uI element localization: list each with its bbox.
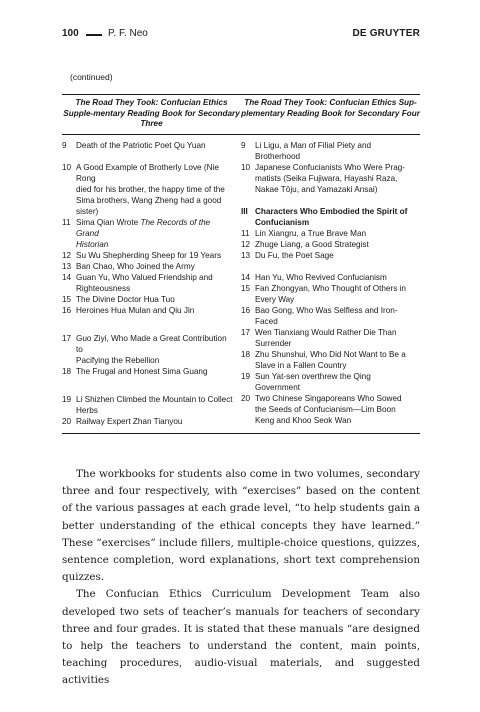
- item-number: 12: [62, 250, 72, 260]
- item-title: A Good Example of Brotherly Love (Nie Rong died for his brother, the happy time of the Sima brothers, Wang Zheng had a good sister): [76, 162, 225, 216]
- body-paragraph: The workbooks for students also come in two volumes, secondary three and four respectively, with “exercises” based on the content of the various passages at each grade level, “to help students gain a better understanding of the ethical concepts they have learned.” These “exercises” include fillers, multiple-choice questions, quizzes, sentence completion, word explanations, short text comprehension quizzes.: [62, 468, 420, 584]
- item-number: 13: [241, 250, 251, 260]
- item-title: Railway Expert Zhan Tianyou: [76, 416, 183, 426]
- table-row: [241, 393, 420, 426]
- item-title: Two Chinese Singaporeans Who Sowed the Seeds of Confucianism—Lim Boon Keng and Khoo Seok Wan: [255, 393, 402, 425]
- item-number: 20: [62, 416, 72, 426]
- item-title: Wen Tianxiang Would Rather Die Than Surrender: [255, 327, 397, 348]
- table-row: [62, 394, 235, 416]
- item-title: Ban Chao, Who Joined the Army: [76, 261, 195, 271]
- item-title: The Divine Doctor Hua Tuo: [76, 294, 175, 304]
- item-title: Su Wu Shepherding Sheep for 19 Years: [76, 250, 222, 260]
- table-row: [62, 305, 235, 316]
- secondary-three-column: [62, 140, 241, 427]
- running-author: P. F. Neo: [108, 28, 148, 39]
- table-row: [62, 333, 235, 366]
- item-title: Fan Zhongyan, Who Thought of Others in Every Way: [255, 283, 406, 304]
- body-paragraph: The Confucian Ethics Curriculum Development Team also developed two sets of teacher’s manuals for teachers of secondary three and four grades. It is stated that these manuals “are designed to help the teachers to understand the content, main points, teaching procedures, audio-visual materials, and suggested activities: [62, 588, 420, 687]
- table-row: [241, 228, 420, 239]
- item-title: Zhu Shunshui, Who Did Not Want to Be a Slave in a Fallen Country: [255, 349, 406, 370]
- item-title: Du Fu, the Poet Sage: [255, 250, 334, 260]
- item-title: Lin Xiangru, a True Brave Man: [255, 228, 367, 238]
- table-row: [62, 294, 235, 305]
- running-header: [62, 28, 420, 44]
- continued-label: (continued): [70, 72, 113, 82]
- item-number: III: [241, 206, 248, 216]
- item-title: Japanese Confucianists Who Were Prag- matists (Seika Fujiwara, Hayashi Raza, Nakae Tōju, and Yamazaki Ansai): [255, 162, 406, 194]
- table-row: [241, 305, 420, 327]
- item-title: Zhuge Liang, a Good Strategist: [255, 239, 369, 249]
- item-title: The Frugal and Honest Sima Guang: [76, 366, 208, 376]
- item-number: 10: [241, 162, 251, 172]
- item-title: Guan Yu, Who Valued Friendship and Righteousness: [76, 272, 213, 293]
- item-number: 9: [62, 140, 67, 150]
- item-number: 13: [62, 261, 72, 271]
- table-row: [241, 140, 420, 162]
- table-body: [62, 135, 420, 433]
- item-number: 19: [62, 394, 72, 404]
- item-title: Heroines Hua Mulan and Qiu Jin: [76, 305, 195, 315]
- item-number: 12: [241, 239, 251, 249]
- secondary-four-column: [241, 140, 420, 427]
- table-row: [62, 261, 235, 272]
- item-number: 14: [241, 272, 251, 282]
- page-number: 100: [62, 28, 79, 39]
- item-title: Sima Qian Wrote The Records of the Grand Historian: [76, 217, 211, 249]
- column-header-secondary-four: The Road They Took: Confucian Ethics Sup-plementary Reading Book for Secondary Four: [241, 98, 420, 118]
- table-row: [62, 366, 235, 377]
- table-row: [241, 371, 420, 393]
- item-title: Characters Who Embodied the Spirit of Confucianism: [255, 206, 408, 227]
- table-row: [241, 239, 420, 250]
- reading-book-table: [62, 94, 420, 434]
- table-row: [241, 162, 420, 195]
- item-title: Sun Yat-sen overthrew the Qing Government: [255, 371, 371, 392]
- item-number: 15: [241, 283, 251, 293]
- table-row: [241, 349, 420, 371]
- item-title: Li Ligu, a Man of Filial Piety and Brotherhood: [255, 140, 372, 161]
- item-number: 11: [241, 228, 250, 238]
- table-row: [241, 250, 420, 261]
- header-dash: [86, 34, 102, 36]
- item-number: 18: [62, 366, 72, 376]
- item-title: Bao Gong, Who Was Selfless and Iron- Faced: [255, 305, 398, 326]
- table-header: [62, 95, 420, 134]
- table-row: [62, 250, 235, 261]
- table-row: [62, 162, 235, 217]
- item-number: 18: [241, 349, 251, 359]
- table-row: [62, 416, 235, 427]
- item-number: 17: [62, 333, 72, 343]
- item-number: 14: [62, 272, 72, 282]
- table-row: [62, 217, 235, 250]
- item-number: 9: [241, 140, 246, 150]
- item-number: 19: [241, 371, 251, 381]
- item-number: 16: [241, 305, 251, 315]
- table-row: [62, 272, 235, 294]
- item-title: Han Yu, Who Revived Confucianism: [255, 272, 387, 282]
- table-row: [241, 283, 420, 305]
- table-row: [241, 327, 420, 349]
- column-header-secondary-three: The Road They Took: Confucian Ethics Supple-mentary Reading Book for Secondary Three: [63, 98, 240, 128]
- table-row: [241, 272, 420, 283]
- item-number: 16: [62, 305, 72, 315]
- table-bottom-rule: [62, 433, 420, 434]
- item-number: 11: [62, 217, 71, 227]
- item-number: 20: [241, 393, 251, 403]
- item-number: 15: [62, 294, 72, 304]
- item-number: 17: [241, 327, 251, 337]
- body-text: [62, 466, 420, 690]
- item-title: Death of the Patriotic Poet Qu Yuan: [76, 140, 206, 150]
- table-row: [62, 140, 235, 151]
- table-row: [241, 206, 420, 228]
- item-title: Guo Ziyi, Who Made a Great Contribution to Pacifying the Rebellion: [76, 333, 227, 365]
- publisher-name: DE GRUYTER: [352, 28, 420, 39]
- item-number: 10: [62, 162, 72, 172]
- item-title: Li Shizhen Climbed the Mountain to Collect Herbs: [76, 394, 233, 415]
